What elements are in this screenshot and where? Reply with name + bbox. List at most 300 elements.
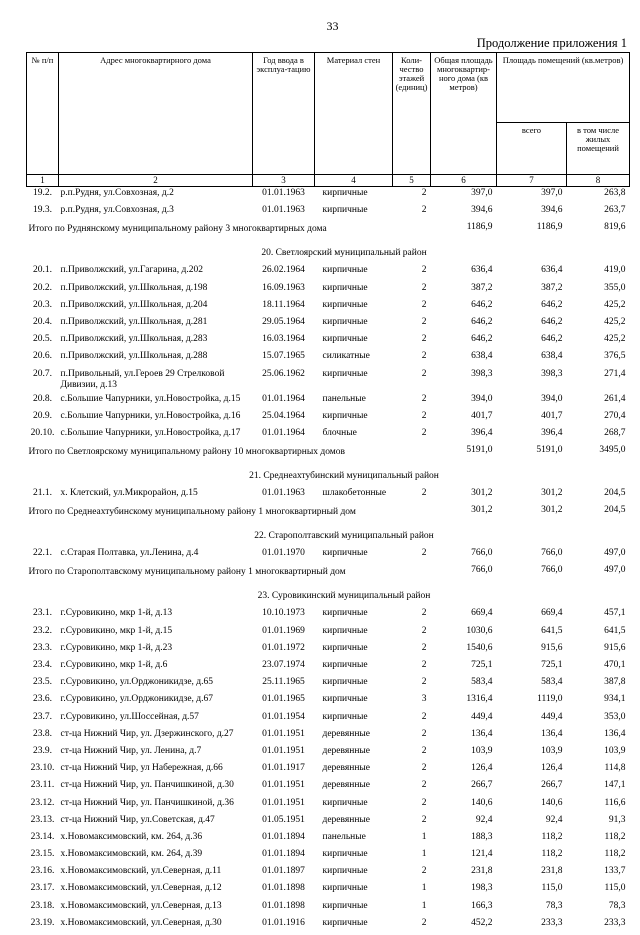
row-floors: 2: [393, 411, 431, 428]
table-row: [27, 351, 630, 368]
column-number: 1: [27, 175, 59, 187]
table-row: [27, 763, 630, 780]
row-total-area: 126,4: [431, 763, 497, 780]
row-area-living: 497,0: [567, 548, 630, 565]
column-number: 5: [393, 175, 431, 187]
row-year: 01.01.1964: [253, 394, 315, 411]
section-title: 21. Среднеахтубинский муниципальный район: [59, 471, 630, 488]
row-number: 19.3.: [27, 205, 59, 222]
row-area-all: 915,6: [497, 643, 567, 660]
row-total-area: 1030,6: [431, 626, 497, 643]
row-area-living: 470,1: [567, 660, 630, 677]
row-total-area: 397,0: [431, 187, 497, 206]
row-year: 01.01.1898: [253, 883, 315, 900]
row-area-all: 394,0: [497, 394, 567, 411]
section-heading-row: [27, 471, 630, 488]
row-area-all: 646,2: [497, 300, 567, 317]
row-year: 01.01.1894: [253, 849, 315, 866]
row-total-area: 92,4: [431, 815, 497, 832]
row-area-all: 1119,0: [497, 694, 567, 711]
row-material: кирпичные: [315, 866, 393, 883]
row-total-area: 1540,6: [431, 643, 497, 660]
row-year: 01.01.1969: [253, 626, 315, 643]
row-total-area: 401,7: [431, 411, 497, 428]
table-row: [27, 394, 630, 411]
row-number: 23.2.: [27, 626, 59, 643]
row-floors: 2: [393, 548, 431, 565]
row-number: 23.14.: [27, 832, 59, 849]
row-year: 15.07.1965: [253, 351, 315, 368]
row-material: кирпичные: [315, 677, 393, 694]
row-area-living: 233,3: [567, 918, 630, 935]
row-year: 01.01.1963: [253, 205, 315, 222]
row-area-all: 636,4: [497, 265, 567, 282]
row-address: ст-ца Нижний Чир, ул. Панчишкиной, д.30: [59, 780, 253, 797]
row-area-all: 725,1: [497, 660, 567, 677]
row-total-area: 636,4: [431, 265, 497, 282]
row-number: 23.10.: [27, 763, 59, 780]
row-floors: 3: [393, 694, 431, 711]
row-area-all: 233,3: [497, 918, 567, 935]
row-total-area: 136,4: [431, 729, 497, 746]
row-total-area: 394,6: [431, 205, 497, 222]
row-total-area: 198,3: [431, 883, 497, 900]
row-area-living: 261,4: [567, 394, 630, 411]
row-address: х.Новомаксимовский, ул.Северная, д.30: [59, 918, 253, 935]
row-number: 23.13.: [27, 815, 59, 832]
table-row: [27, 369, 630, 394]
table-row: [27, 608, 630, 625]
row-floors: 2: [393, 351, 431, 368]
row-number: 20.5.: [27, 334, 59, 351]
total-area-living: 497,0: [567, 565, 630, 591]
row-floors: 2: [393, 265, 431, 282]
total-area: 301,2: [431, 505, 497, 531]
row-material: кирпичные: [315, 849, 393, 866]
row-address: ст-ца Нижний Чир, ул.Советская, д.47: [59, 815, 253, 832]
row-total-area: 646,2: [431, 334, 497, 351]
row-floors: 2: [393, 317, 431, 334]
row-material: деревянные: [315, 763, 393, 780]
table-row: [27, 317, 630, 334]
row-year: 01.01.1897: [253, 866, 315, 883]
row-total-area: 583,4: [431, 677, 497, 694]
table-row: [27, 187, 630, 206]
row-area-living: 271,4: [567, 369, 630, 394]
row-number: 23.15.: [27, 849, 59, 866]
row-year: 16.09.1963: [253, 283, 315, 300]
header-premises-area: Площадь помещений (кв.метров): [497, 53, 630, 123]
row-address: ст-ца Нижний Чир, ул. Ленина, д.7: [59, 746, 253, 763]
row-floors: 2: [393, 283, 431, 300]
row-material: кирпичные: [315, 712, 393, 729]
row-address: г.Суровикино, мкр 1-й, д.6: [59, 660, 253, 677]
row-number: 23.4.: [27, 660, 59, 677]
row-floors: 1: [393, 901, 431, 918]
row-area-all: 638,4: [497, 351, 567, 368]
row-total-area: 387,2: [431, 283, 497, 300]
row-area-all: 115,0: [497, 883, 567, 900]
row-address: х.Новомаксимовский, ул.Северная, д.11: [59, 866, 253, 883]
row-total-area: 452,2: [431, 918, 497, 935]
row-material: кирпичные: [315, 626, 393, 643]
total-area: 5191,0: [431, 445, 497, 471]
row-address: х.Новомаксимовский, ул.Северная, д.13: [59, 901, 253, 918]
section-heading-row: [27, 248, 630, 265]
row-address: с.Большие Чапурники, ул.Новостройка, д.16: [59, 411, 253, 428]
row-address: х. Клетский, ул.Микрорайон, д.15: [59, 488, 253, 505]
row-floors: 2: [393, 918, 431, 935]
row-area-living: 353,0: [567, 712, 630, 729]
table-row: [27, 660, 630, 677]
column-number: 3: [253, 175, 315, 187]
row-area-living: 133,7: [567, 866, 630, 883]
row-area-living: 425,2: [567, 334, 630, 351]
row-area-living: 147,1: [567, 780, 630, 797]
row-floors: 2: [393, 763, 431, 780]
row-number: 23.5.: [27, 677, 59, 694]
row-area-all: 301,2: [497, 488, 567, 505]
row-material: кирпичные: [315, 901, 393, 918]
row-area-living: 376,5: [567, 351, 630, 368]
row-address: г.Суровикино, мкр 1-й, д.13: [59, 608, 253, 625]
row-floors: 2: [393, 729, 431, 746]
row-year: 01.01.1951: [253, 729, 315, 746]
row-material: шлакобетонные: [315, 488, 393, 505]
row-area-all: 398,3: [497, 369, 567, 394]
row-area-living: 387,8: [567, 677, 630, 694]
row-floors: 1: [393, 883, 431, 900]
row-area-living: 425,2: [567, 317, 630, 334]
header-address: Адрес многоквартирного дома: [59, 53, 253, 175]
row-area-living: 91,3: [567, 815, 630, 832]
row-material: блочные: [315, 428, 393, 445]
row-floors: 2: [393, 394, 431, 411]
row-floors: 2: [393, 300, 431, 317]
row-area-all: 231,8: [497, 866, 567, 883]
row-year: 16.03.1964: [253, 334, 315, 351]
row-address: г.Суровикино, мкр 1-й, д.15: [59, 626, 253, 643]
row-number: 20.10.: [27, 428, 59, 445]
table-row: [27, 283, 630, 300]
row-material: кирпичные: [315, 548, 393, 565]
row-material: кирпичные: [315, 187, 393, 206]
table-row: [27, 849, 630, 866]
row-address: р.п.Рудня, ул.Совхозная, д.3: [59, 205, 253, 222]
header-floors: Коли-чество этажей (единиц): [393, 53, 431, 175]
row-number: 23.9.: [27, 746, 59, 763]
row-address: р.п.Рудня, ул.Совхозная, д.2: [59, 187, 253, 206]
row-total-area: 140,6: [431, 798, 497, 815]
row-area-living: 118,2: [567, 849, 630, 866]
row-year: 01.01.1916: [253, 918, 315, 935]
row-material: кирпичные: [315, 608, 393, 625]
row-address: г.Суровикино, ул.Шоссейная, д.57: [59, 712, 253, 729]
row-address: г.Суровикино, мкр 1-й, д.23: [59, 643, 253, 660]
section-heading-row: [27, 591, 630, 608]
header-total-area: Общая площадь многоквартир-ного дома (кв метров): [431, 53, 497, 175]
total-label: Итого по Светлоярскому муниципальному району 10 многоквартирных домов: [27, 445, 393, 471]
document-page: [26, 18, 629, 935]
row-total-area: 1316,4: [431, 694, 497, 711]
row-area-all: 387,2: [497, 283, 567, 300]
table-row: [27, 677, 630, 694]
row-address: ст-ца Нижний Чир, ул. Панчишкиной, д.36: [59, 798, 253, 815]
row-area-living: 204,5: [567, 488, 630, 505]
row-number: 23.8.: [27, 729, 59, 746]
table-row: [27, 428, 630, 445]
row-area-all: 397,0: [497, 187, 567, 206]
row-address: п.Приволжский, ул.Школьная, д.288: [59, 351, 253, 368]
row-material: силикатные: [315, 351, 393, 368]
row-total-area: 188,3: [431, 832, 497, 849]
row-year: 01.01.1954: [253, 712, 315, 729]
row-material: кирпичные: [315, 369, 393, 394]
row-floors: 1: [393, 849, 431, 866]
row-area-all: 396,4: [497, 428, 567, 445]
row-number: 20.3.: [27, 300, 59, 317]
row-number: 20.1.: [27, 265, 59, 282]
row-address: х.Новомаксимовский, ул.Северная, д.12: [59, 883, 253, 900]
row-area-all: 646,2: [497, 317, 567, 334]
row-year: 25.04.1964: [253, 411, 315, 428]
row-total-area: 646,2: [431, 300, 497, 317]
row-area-living: 457,1: [567, 608, 630, 625]
row-total-area: 121,4: [431, 849, 497, 866]
table-body: [27, 187, 630, 935]
row-address: х.Новомаксимовский, км. 264, д.39: [59, 849, 253, 866]
row-material: кирпичные: [315, 334, 393, 351]
row-address: п.Привольный, ул.Героев 29 Стрелковой Дивизии, д.13: [59, 369, 253, 394]
total-label: Итого по Руднянскому муниципальному району 3 многоквартирных дома: [27, 222, 393, 248]
row-year: 01.01.1964: [253, 428, 315, 445]
table-row: [27, 643, 630, 660]
row-area-all: 266,7: [497, 780, 567, 797]
total-area-living: 3495,0: [567, 445, 630, 471]
table-row: [27, 411, 630, 428]
total-label: Итого по Среднеахтубинскому муниципальному району 1 многоквартирный дом: [27, 505, 393, 531]
row-area-all: 103,9: [497, 746, 567, 763]
row-address: п.Приволжский, ул.Школьная, д.198: [59, 283, 253, 300]
row-address: с.Старая Полтавка, ул.Ленина, д.4: [59, 548, 253, 565]
row-area-living: 263,8: [567, 187, 630, 206]
table-row: [27, 832, 630, 849]
row-material: кирпичные: [315, 265, 393, 282]
table-row: [27, 626, 630, 643]
column-number: 8: [567, 175, 630, 187]
table-row: [27, 798, 630, 815]
header-material: Материал стен: [315, 53, 393, 175]
row-year: 01.05.1951: [253, 815, 315, 832]
row-year: 01.01.1951: [253, 780, 315, 797]
row-year: 01.01.1965: [253, 694, 315, 711]
row-area-living: 355,0: [567, 283, 630, 300]
section-heading-row: [27, 531, 630, 548]
row-year: 25.06.1962: [253, 369, 315, 394]
row-address: ст-ца Нижний Чир, ул. Дзержинского, д.27: [59, 729, 253, 746]
row-floors: 2: [393, 677, 431, 694]
row-area-living: 136,4: [567, 729, 630, 746]
row-number: 20.4.: [27, 317, 59, 334]
row-floors: 2: [393, 187, 431, 206]
row-area-living: 114,8: [567, 763, 630, 780]
row-address: п.Приволжский, ул.Гагарина, д.202: [59, 265, 253, 282]
row-year: 01.01.1951: [253, 798, 315, 815]
column-number: 6: [431, 175, 497, 187]
row-address: х.Новомаксимовский, км. 264, д.36: [59, 832, 253, 849]
row-area-all: 646,2: [497, 334, 567, 351]
row-year: 25.11.1965: [253, 677, 315, 694]
row-area-all: 583,4: [497, 677, 567, 694]
row-year: 01.01.1894: [253, 832, 315, 849]
row-number: 23.1.: [27, 608, 59, 625]
row-area-all: 449,4: [497, 712, 567, 729]
row-area-living: 425,2: [567, 300, 630, 317]
row-material: кирпичные: [315, 918, 393, 935]
row-material: кирпичные: [315, 883, 393, 900]
header-row: [27, 53, 630, 123]
continuation-heading: Продолжение приложения 1: [26, 34, 629, 52]
row-year: 23.07.1974: [253, 660, 315, 677]
row-address: с.Большие Чапурники, ул.Новостройка, д.15: [59, 394, 253, 411]
column-number: 7: [497, 175, 567, 187]
row-area-living: 268,7: [567, 428, 630, 445]
row-floors: 2: [393, 608, 431, 625]
row-floors: 2: [393, 866, 431, 883]
row-floors: 2: [393, 660, 431, 677]
row-year: 01.01.1963: [253, 488, 315, 505]
row-area-living: 263,7: [567, 205, 630, 222]
row-year: 29.05.1964: [253, 317, 315, 334]
row-number: 20.2.: [27, 283, 59, 300]
row-year: 18.11.1964: [253, 300, 315, 317]
table-row: [27, 746, 630, 763]
row-number: 23.3.: [27, 643, 59, 660]
row-area-living: 118,2: [567, 832, 630, 849]
row-material: панельные: [315, 832, 393, 849]
header-living: в том числе жилых помещений: [567, 123, 630, 175]
row-address: ст-ца Нижний Чир, ул Набережная, д.66: [59, 763, 253, 780]
row-area-all: 401,7: [497, 411, 567, 428]
row-year: 26.02.1964: [253, 265, 315, 282]
row-material: кирпичные: [315, 283, 393, 300]
table-row: [27, 780, 630, 797]
row-area-all: 92,4: [497, 815, 567, 832]
row-total-area: 166,3: [431, 901, 497, 918]
row-number: 22.1.: [27, 548, 59, 565]
total-area: 1186,9: [431, 222, 497, 248]
row-total-area: 396,4: [431, 428, 497, 445]
row-address: г.Суровикино, ул.Орджоникидзе, д.67: [59, 694, 253, 711]
header-num: № п/п: [27, 53, 59, 175]
header-all: всего: [497, 123, 567, 175]
row-area-living: 419,0: [567, 265, 630, 282]
row-material: кирпичные: [315, 300, 393, 317]
total-area-living: 819,6: [567, 222, 630, 248]
row-material: деревянные: [315, 729, 393, 746]
total-area-all: 1186,9: [497, 222, 567, 248]
row-number: 23.19.: [27, 918, 59, 935]
table-row: [27, 548, 630, 565]
total-area-all: 5191,0: [497, 445, 567, 471]
table-row: [27, 334, 630, 351]
row-material: панельные: [315, 394, 393, 411]
row-material: кирпичные: [315, 643, 393, 660]
row-floors: 2: [393, 626, 431, 643]
row-floors: 2: [393, 428, 431, 445]
row-year: 10.10.1973: [253, 608, 315, 625]
row-number: 20.8.: [27, 394, 59, 411]
section-title: 23. Суровикинский муниципальный район: [59, 591, 630, 608]
housing-table: [26, 52, 630, 935]
row-area-all: 136,4: [497, 729, 567, 746]
row-area-all: 78,3: [497, 901, 567, 918]
row-total-area: 638,4: [431, 351, 497, 368]
row-total-area: 103,9: [431, 746, 497, 763]
row-area-all: 641,5: [497, 626, 567, 643]
row-floors: 2: [393, 746, 431, 763]
row-year: 01.01.1898: [253, 901, 315, 918]
total-area: 766,0: [431, 565, 497, 591]
total-row: [27, 445, 630, 471]
header-year: Год ввода в эксплуа-тацию: [253, 53, 315, 175]
table-row: [27, 883, 630, 900]
row-floors: 1: [393, 832, 431, 849]
row-floors: 2: [393, 205, 431, 222]
row-material: кирпичные: [315, 317, 393, 334]
section-title: 22. Старополтавский муниципальный район: [59, 531, 630, 548]
page-number: 33: [36, 18, 629, 34]
section-title: 20. Светлоярский муниципальный район: [59, 248, 630, 265]
row-floors: 2: [393, 780, 431, 797]
row-floors: 2: [393, 798, 431, 815]
row-number: 23.6.: [27, 694, 59, 711]
table-row: [27, 694, 630, 711]
row-total-area: 669,4: [431, 608, 497, 625]
row-year: 01.01.1972: [253, 643, 315, 660]
row-total-area: 266,7: [431, 780, 497, 797]
total-area-all: 301,2: [497, 505, 567, 531]
row-material: деревянные: [315, 780, 393, 797]
row-number: 20.9.: [27, 411, 59, 428]
row-material: деревянные: [315, 746, 393, 763]
row-total-area: 301,2: [431, 488, 497, 505]
row-material: деревянные: [315, 815, 393, 832]
row-area-all: 118,2: [497, 832, 567, 849]
row-year: 01.01.1951: [253, 746, 315, 763]
row-year: 01.01.1970: [253, 548, 315, 565]
row-floors: 2: [393, 334, 431, 351]
table-row: [27, 729, 630, 746]
table-row: [27, 265, 630, 282]
row-floors: 2: [393, 815, 431, 832]
total-row: [27, 565, 630, 591]
row-floors: 2: [393, 643, 431, 660]
row-material: кирпичные: [315, 694, 393, 711]
row-area-living: 270,4: [567, 411, 630, 428]
row-material: кирпичные: [315, 798, 393, 815]
row-material: кирпичные: [315, 205, 393, 222]
row-area-all: 126,4: [497, 763, 567, 780]
row-area-living: 641,5: [567, 626, 630, 643]
row-area-living: 115,0: [567, 883, 630, 900]
row-floors: 2: [393, 712, 431, 729]
row-total-area: 398,3: [431, 369, 497, 394]
table-row: [27, 205, 630, 222]
row-number: 20.6.: [27, 351, 59, 368]
table-row: [27, 918, 630, 935]
table-row: [27, 488, 630, 505]
